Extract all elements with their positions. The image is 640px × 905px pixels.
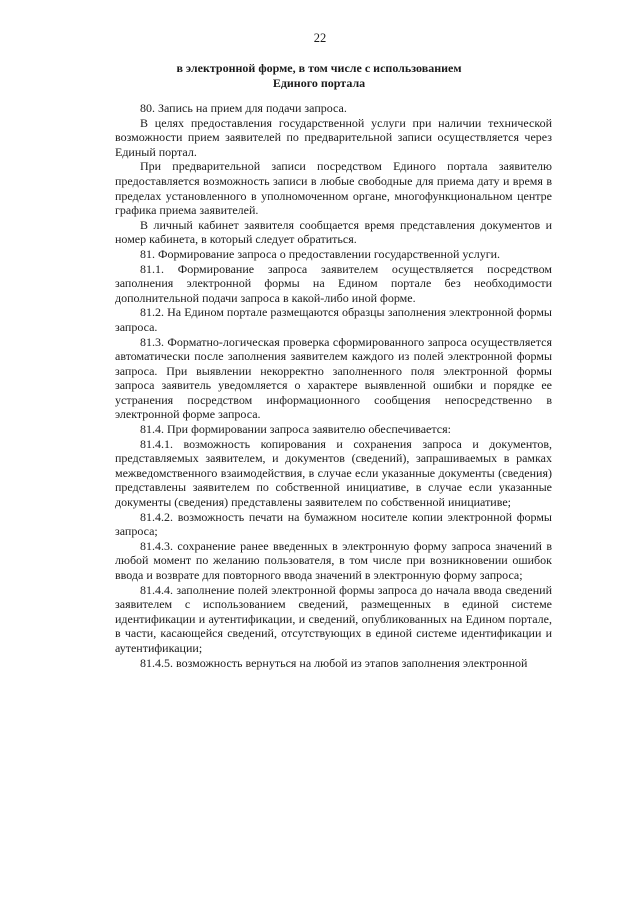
section-heading xyxy=(115,61,523,91)
page-number: 22 xyxy=(313,31,327,45)
paragraph-81-3: 81.3. Форматно-логическая проверка сформированного запроса осуществляется автоматически после заполнения заявителем каждого из полей электронной формы запроса. При выявлении некорректно заполненного поля электронной формы запроса заявитель уведомляется о характере выявленной ошибки и порядке ее устранения посредством информационного сообщения непосредственно в электронной форме запроса. xyxy=(115,334,552,422)
paragraph-80-text: В целях предоставления государственной услуги при наличии технической возможности прием заявителей по предварительной записи осуществляется через Единый портал. xyxy=(115,115,552,159)
paragraph-81-4-3: 81.4.3. сохранение ранее введенных в электронную форму запроса значений в любой момент по желанию пользователя, в том числе при возникновении ошибок ввода и возврате для повторного ввода значений в электронную форму запроса; xyxy=(115,538,552,582)
section-heading-line-1: в электронной форме, в том числе с использованием xyxy=(176,61,462,75)
paragraph-81-2: 81.2. На Едином портале размещаются образцы заполнения электронной формы запроса. xyxy=(115,305,552,334)
paragraph-81-4-4: 81.4.4. заполнение полей электронной формы запроса до начала ввода сведений заявителем с использованием сведений, размещенных в единой системе идентификации и аутентификации, и сведений, опубликованных на Едином портале, в части, касающейся сведений, отсутствующих в единой системе идентификации и аутентификации; xyxy=(115,582,552,655)
paragraph-81-4-5: 81.4.5. возможность вернуться на любой из этапов заполнения электронной xyxy=(140,655,528,670)
paragraph-81-1: 81.1. Формирование запроса заявителем осуществляется посредством заполнения электронной формы на Едином портале без необходимости дополнительной подачи запроса в какой-либо иной форме. xyxy=(115,261,552,305)
paragraph-80-cabinet: В личный кабинет заявителя сообщается время представления документов и номер кабинета, в который следует обратиться. xyxy=(115,217,552,247)
section-heading-line-2: Единого портала xyxy=(272,76,366,90)
document-body xyxy=(115,101,552,670)
paragraph-81-4: 81.4. При формировании запроса заявителю обеспечивается: xyxy=(140,422,451,437)
paragraph-80: 80. Запись на прием для подачи запроса. xyxy=(140,101,347,115)
paragraph-81-4-1: 81.4.1. возможность копирования и сохранения запроса и документов, представляемых заявителем, и документов (сведений), запрашиваемых в рамках межведомственного взаимодействия, в случае если указанные документы (сведения) представлены заявителем по собственной инициативе, в случае если указанные документы (сведения) представлены заявителем по собственной инициативе; xyxy=(115,436,552,510)
paragraph-81-4-2: 81.4.2. возможность печати на бумажном носителе копии электронной формы запроса; xyxy=(115,509,552,539)
paragraph-80-prerecord: При предварительной записи посредством Единого портала заявителю предоставляется возможность записи в любые свободные для приема дату и время в пределах установленного в уполномоченном органе, многофункциональном центре графика приема заявителей. xyxy=(115,159,552,218)
paragraph-81: 81. Формирование запроса о предоставлении государственной услуги. xyxy=(140,246,501,261)
